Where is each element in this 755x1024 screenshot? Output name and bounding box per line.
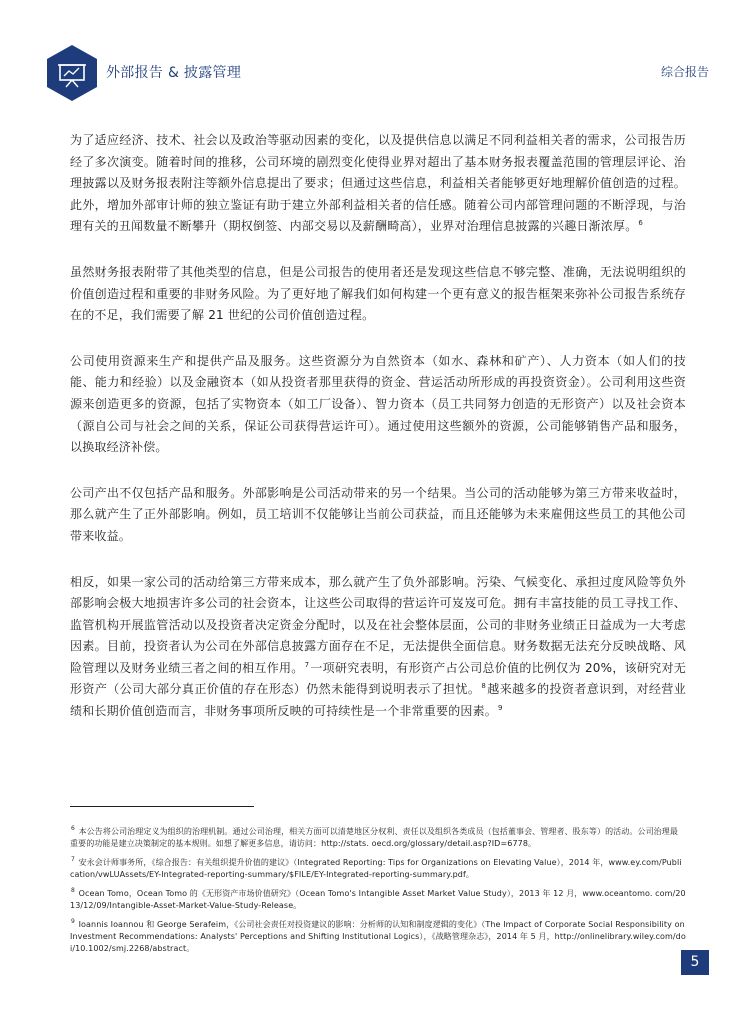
section-label: 综合报告 bbox=[660, 65, 709, 79]
footnote-divider bbox=[70, 806, 254, 807]
header-title: 外部报告 & 披露管理 bbox=[106, 65, 242, 81]
paragraph-5: 相反，如果一家公司的活动给第三方带来成本，那么就产生了负外部影响。污染、气候变化、承担过度风险等负外部影响会极大地损害许多公司的社会资本，让这些公司取得的营运许可岌岌可危。拥有丰富技能的员工寻找工作、监管机构开展监管活动以及投资者决定资金分配时，以及在社会整体层面，公司的非财务业绩正日益成为一大考虑因素。目前，投资者认为公司在外部信息披露方面存在不足，无法提供全面信息。财务数据无法充分反映战略、风险管理以及财务业绩三者之间的相互作用。$^7$一项研究表明，有形资产占公司总价值的比例仅为 20%，该研究对无形资产（公司大部分真正价值的存在形态）仍然未能得到说明表示了担忧。$^8$越来越多的投资者意识到，对经营业绩和长期价值创造而言，非财务事项所反映的可持续性是一个非常重要的因素。$^9$ bbox=[70, 574, 686, 719]
footnote-ref-6[interactable]: 6 bbox=[638, 219, 644, 228]
paragraph-1: 为了适应经济、技术、社会以及政治等驱动因素的变化，以及提供信息以满足不同利益相关者的需求，公司报告历经了多次演变。随着时间的推移，公司环境的剧烈变化使得业界对超出了基本财务报表覆盖范围的管理层评论、治理披露以及财务报表附注等额外信息提出了要求；但通过这些信息，利益相关者能够更好地理解价值创造的过程。此外，增加外部审计师的独立鉴证有助于建立外部利益相关者的信任感。随着公司内部管理问题的不断浮现，与治理有关的丑闻数量不断攀升（期权倒签、内部交易以及薪酬畸高），业界对治理信息披露的兴趣日渐浓厚。$^6$ bbox=[70, 133, 686, 234]
footnote-9: $^9$ Ioannis Ioannou 和 George Serafeim，《公司社会责任对投资建议的影响：分析师的认知和制度逻辑的变化》（The Impact of Corporate Social Responsibility on Investment Recommendations: Analysts' Perceptions and Shifting Institutional Logics），《战略管理杂志》，2014 年 5 月，http://onlinelibrary.wiley.com/doi/10.1002/smj.2268/abstract。 bbox=[70, 918, 686, 953]
footnote-ref-9[interactable]: 9 bbox=[498, 704, 503, 713]
footnote-7: $^7$ 安永会计师事务所，《综合报告：有关组织提升价值的建议》（Integrated Reporting: Tips for Organizations on Elevating Value），2014 年，www.ey.com/Publication/vwLUAssets/EY-Integrated-reporting-summary/$FILE/EY-Integrated-reporting-summary.pdf。 bbox=[70, 856, 682, 879]
footnotes bbox=[70, 826, 686, 962]
paragraph-3: 公司使用资源来生产和提供产品及服务。这些资源分为自然资本（如水、森林和矿产）、人力资本（如人们的技能、能力和经验）以及金融资本（如从投资者那里获得的资金、营运活动所形成的再投资资金）。公司利用这些资源来创造更多的资源，包括了实物资本（如工厂设备）、智力资本（员工共同努力创造的无形资产）以及社会资本（源自公司与社会之间的关系，保证公司获得营运许可）。通过使用这些额外的资源，公司能够销售产品和服务，以换取经济补偿。 bbox=[70, 353, 686, 455]
paragraph-4: 公司产出不仅包括产品和服务。外部影响是公司活动带来的另一个结果。当公司的活动能够为第三方带来收益时，那么就产生了正外部影响。例如，员工培训不仅能够让当前公司获益，而且还能够为未来雇佣这些员工的其他公司带来收益。 bbox=[70, 485, 686, 543]
footnote-6: $^6$ 本公告将公司治理定义为组织的治理机制。通过公司治理，相关方面可以清楚地区分权利、责任以及组织各类成员（包括董事会、管理者、股东等）的活动。公司治理最重要的功能是建立决策制定的基本规则。如想了解更多信息，请访问：http://stats. oecd.org/glossary/detail.asp?ID=6778。 bbox=[70, 825, 678, 848]
main-content bbox=[70, 130, 686, 747]
footnote-ref-8[interactable]: 8 bbox=[481, 682, 487, 691]
paragraph-2: 虽然财务报表附带了其他类型的信息，但是公司报告的使用者还是发现这些信息不够完整、准确，无法说明组织的价值创造过程和重要的非财务风险。为了更好地了解我们如何构建一个更有意义的报告框架来弥补公司报告系统存在的不足，我们需要了解 21 世纪的公司价值创造过程。 bbox=[70, 264, 686, 323]
page-number: 5 bbox=[681, 950, 709, 975]
footnote-8: $^8$ Ocean Tomo，Ocean Tomo 的《无形资产市场价值研究》（Ocean Tomo's Intangible Asset Market Value Study），2013 年 12 月，www.oceantomo. com/2013/12/09/Intangible-Asset-Market-Value-Study-Release。 bbox=[70, 887, 686, 910]
brand-logo-icon bbox=[47, 45, 97, 101]
footnote-ref-7[interactable]: 7 bbox=[304, 660, 310, 669]
